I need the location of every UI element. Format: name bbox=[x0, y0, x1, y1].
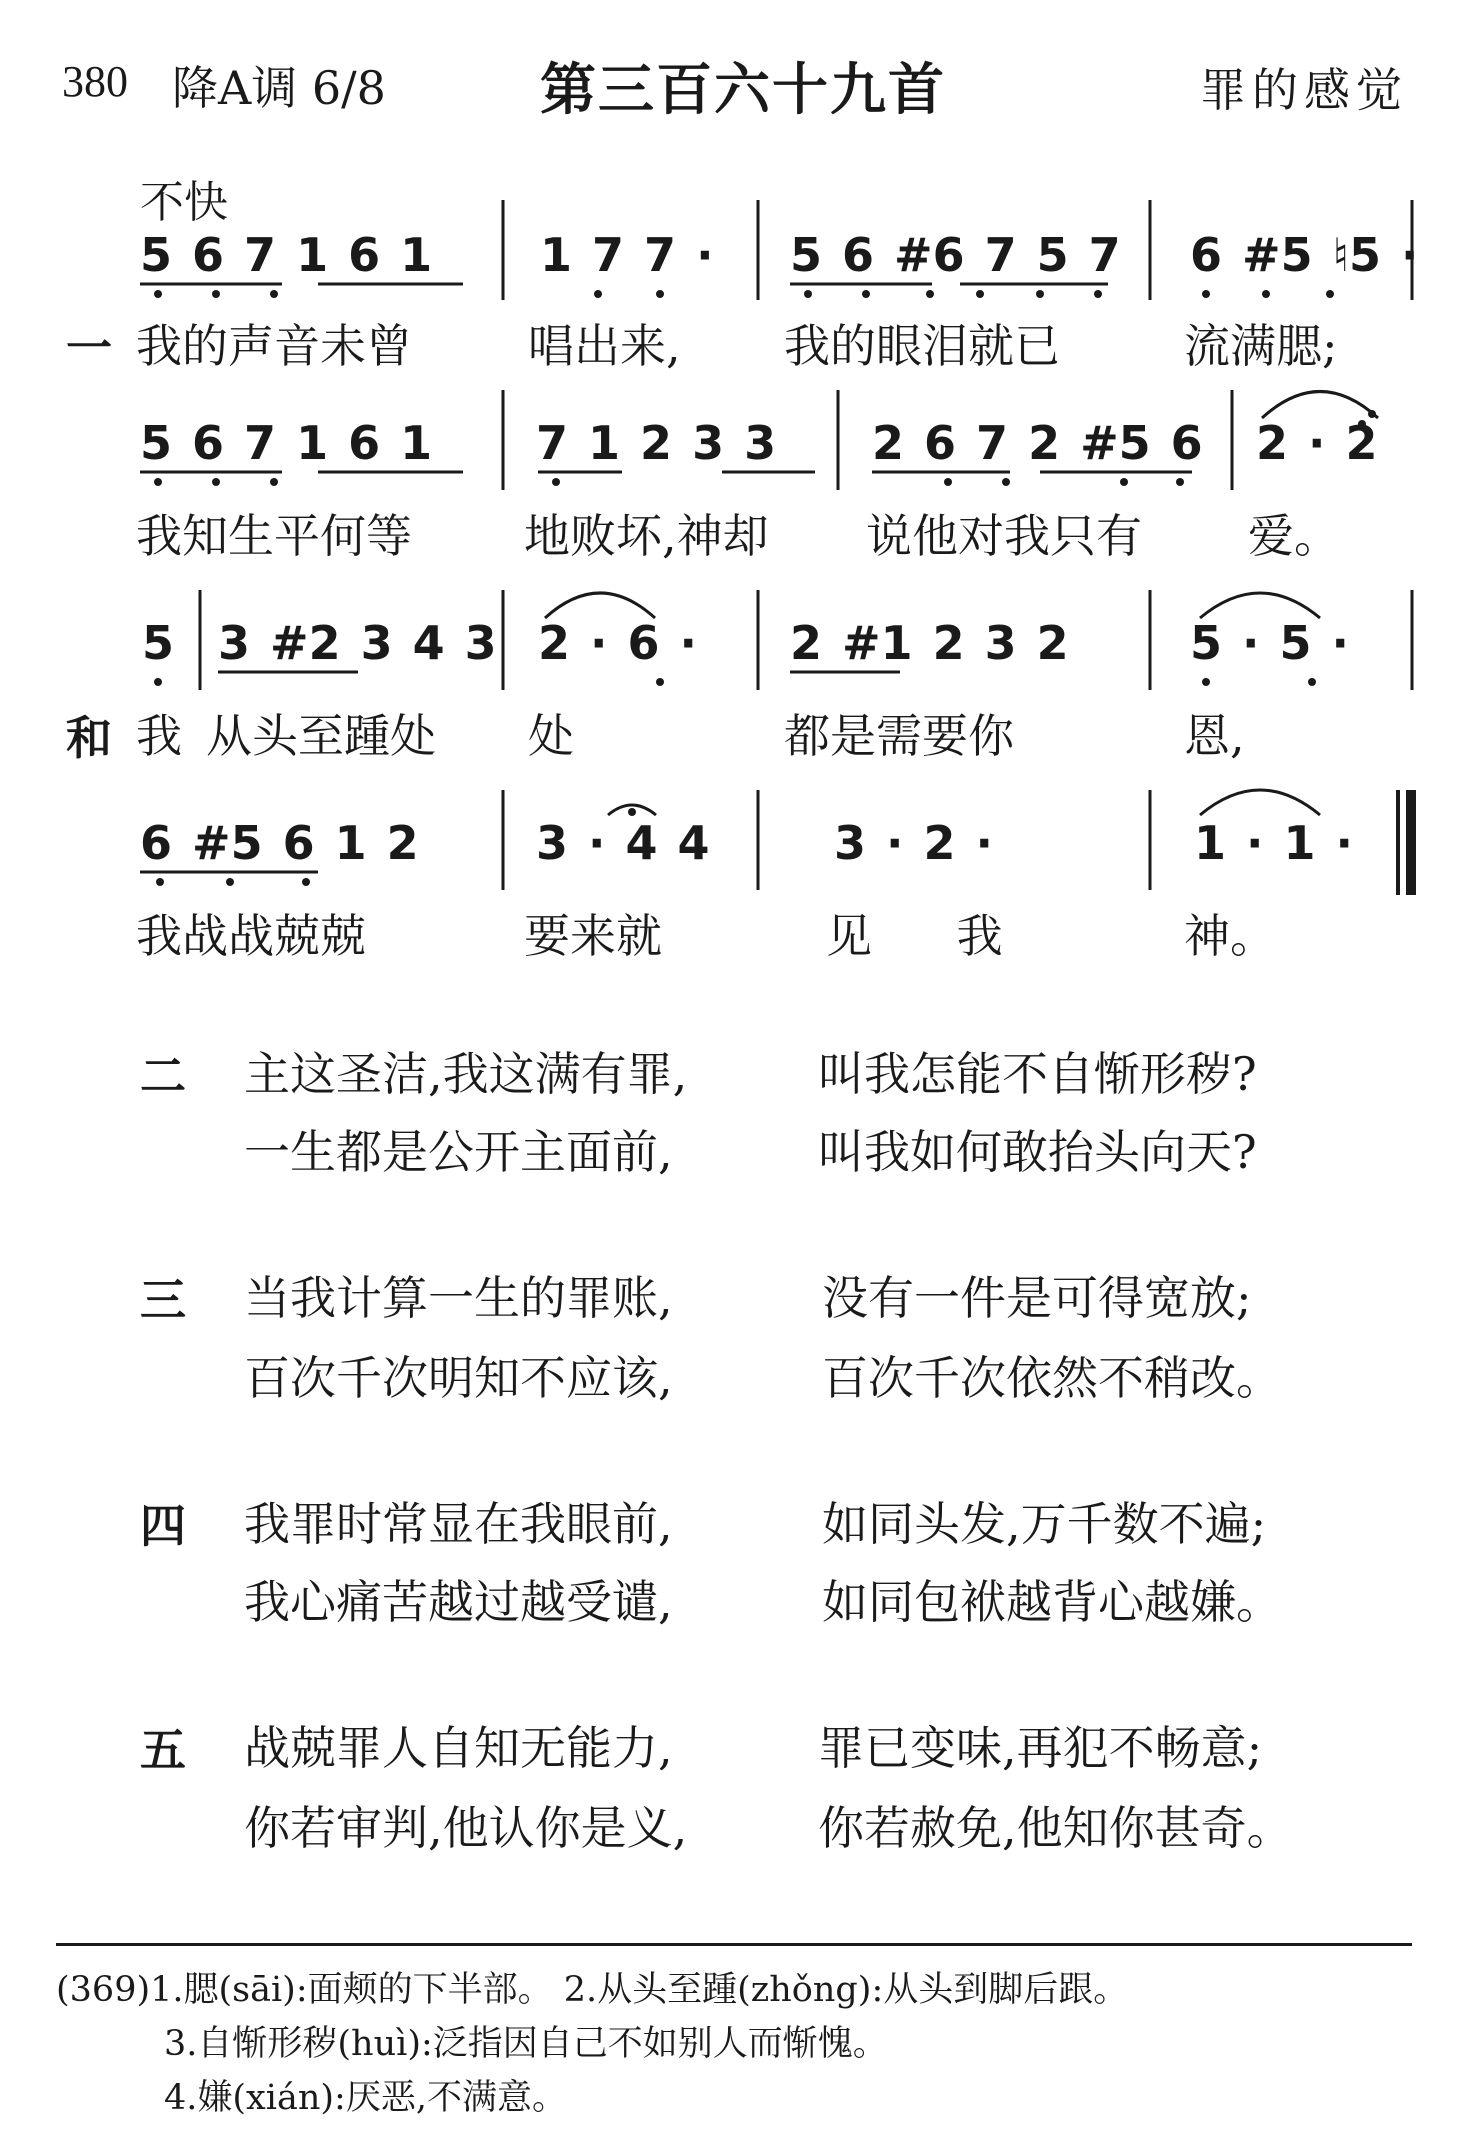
measure-lyrics: 流满腮; bbox=[1184, 319, 1338, 373]
verse-number: 二 bbox=[140, 1049, 186, 1103]
measure-lyrics: 我知生平何等 bbox=[136, 509, 412, 563]
measure-lyrics: 我 bbox=[136, 709, 182, 763]
measure-notes: 3 · 4 4 bbox=[536, 816, 710, 870]
measure-notes: 6 #5 6 1 2 bbox=[140, 816, 419, 870]
verse-label-1: 一 bbox=[66, 321, 112, 375]
footnote-line: 4.嫌(xián):厌恶,不满意。 bbox=[164, 2078, 567, 2118]
measure-notes: 2 6 7 2 #5 6 bbox=[872, 416, 1203, 470]
measure-lyrics: 说他对我只有 bbox=[866, 509, 1142, 563]
hymn-title: 第三百六十九首 bbox=[540, 58, 946, 123]
verse-line: 我罪时常显在我眼前, bbox=[244, 1497, 673, 1551]
final-barline-thin bbox=[1396, 790, 1400, 895]
tempo-marking: 不快 bbox=[140, 177, 228, 228]
verse-line: 如同头发,万千数不遍; bbox=[822, 1497, 1267, 1551]
verse-line: 没有一件是可得宽放; bbox=[822, 1271, 1252, 1325]
final-barline-thick bbox=[1406, 790, 1416, 895]
hymn-book-number: 380 bbox=[62, 57, 128, 106]
measure-notes: 2 · 2 bbox=[1256, 416, 1378, 470]
measure-lyrics: 神。 bbox=[1184, 909, 1276, 963]
footnote-line: (369)1.腮(sāi):面颊的下半部。 2.从头至踵(zhǒng):从头到脚后跟。 bbox=[56, 1970, 1129, 2010]
measure-lyrics: 唱出来, bbox=[528, 319, 681, 373]
verse-line: 你若审判,他认你是义, bbox=[244, 1801, 688, 1855]
footnote-divider bbox=[56, 1943, 1412, 1946]
measure-lyrics: 从头至踵处 bbox=[206, 709, 436, 763]
footnote-line: 3.自惭形秽(huì):泛指因自己不如别人而惭愧。 bbox=[164, 2024, 888, 2064]
measure-lyrics: 我的声音未曾 bbox=[136, 319, 412, 373]
key-and-meter: 降A调 6/8 bbox=[172, 61, 386, 115]
measure-notes: 5 6 7 1 6 1 bbox=[140, 228, 433, 282]
verse-line: 罪已变味,再犯不畅意; bbox=[818, 1721, 1263, 1775]
verse-line: 战兢罪人自知无能力, bbox=[244, 1721, 673, 1775]
verse-line: 叫我怎能不自惭形秽? bbox=[818, 1047, 1257, 1101]
measure-lyrics: 都是需要你 bbox=[784, 709, 1014, 763]
measure-lyrics: 见 我 bbox=[826, 909, 1003, 963]
measure-lyrics: 爱。 bbox=[1248, 509, 1340, 563]
measure-lyrics: 我战战兢兢 bbox=[136, 909, 366, 963]
measure-notes: 2 · 6 · bbox=[538, 616, 698, 670]
measure-notes: 5 bbox=[142, 616, 175, 670]
measure-notes: 3 #2 3 4 3 bbox=[218, 616, 497, 670]
measure-notes: 2 #1 2 3 2 bbox=[790, 616, 1069, 670]
measure-lyrics: 要来就 bbox=[524, 909, 662, 963]
measure-notes: 5 6 #6 7 5 7 bbox=[790, 228, 1121, 282]
verse-line: 百次千次明知不应该, bbox=[244, 1351, 673, 1405]
measure-lyrics: 处 bbox=[528, 709, 574, 763]
hymn-category: 罪的感觉 bbox=[1200, 63, 1408, 117]
verse-number: 四 bbox=[140, 1499, 186, 1553]
measure-notes: 3 · 2 · bbox=[834, 816, 994, 870]
measure-notes: 5 · 5 · bbox=[1190, 616, 1350, 670]
measure-notes: 1 7 7 · bbox=[540, 228, 714, 282]
measure-lyrics: 地败坏,神却 bbox=[524, 509, 769, 563]
verse-line: 百次千次依然不稍改。 bbox=[822, 1351, 1282, 1405]
verse-line: 主这圣洁,我这满有罪, bbox=[244, 1047, 688, 1101]
verse-number: 五 bbox=[140, 1723, 186, 1777]
measure-lyrics: 恩, bbox=[1184, 709, 1245, 763]
verse-line: 当我计算一生的罪账, bbox=[244, 1271, 673, 1325]
verse-line: 我心痛苦越过越受谴, bbox=[244, 1575, 673, 1629]
verse-line: 叫我如何敢抬头向天? bbox=[818, 1125, 1257, 1179]
measure-notes: 5 6 7 1 6 1 bbox=[140, 416, 433, 470]
refrain-label: 和 bbox=[66, 711, 112, 765]
measure-notes: 1 · 1 · bbox=[1194, 816, 1354, 870]
verse-line: 一生都是公开主面前, bbox=[244, 1125, 673, 1179]
verse-number: 三 bbox=[140, 1273, 186, 1327]
verse-line: 如同包袱越背心越嫌。 bbox=[822, 1575, 1282, 1629]
measure-notes: 7 1 2 3 3 bbox=[536, 416, 777, 470]
measure-lyrics: 我的眼泪就已 bbox=[784, 319, 1060, 373]
measure-notes: 6 #5 ♮5 · bbox=[1190, 228, 1419, 282]
verse-line: 你若赦免,他知你甚奇。 bbox=[818, 1801, 1293, 1855]
